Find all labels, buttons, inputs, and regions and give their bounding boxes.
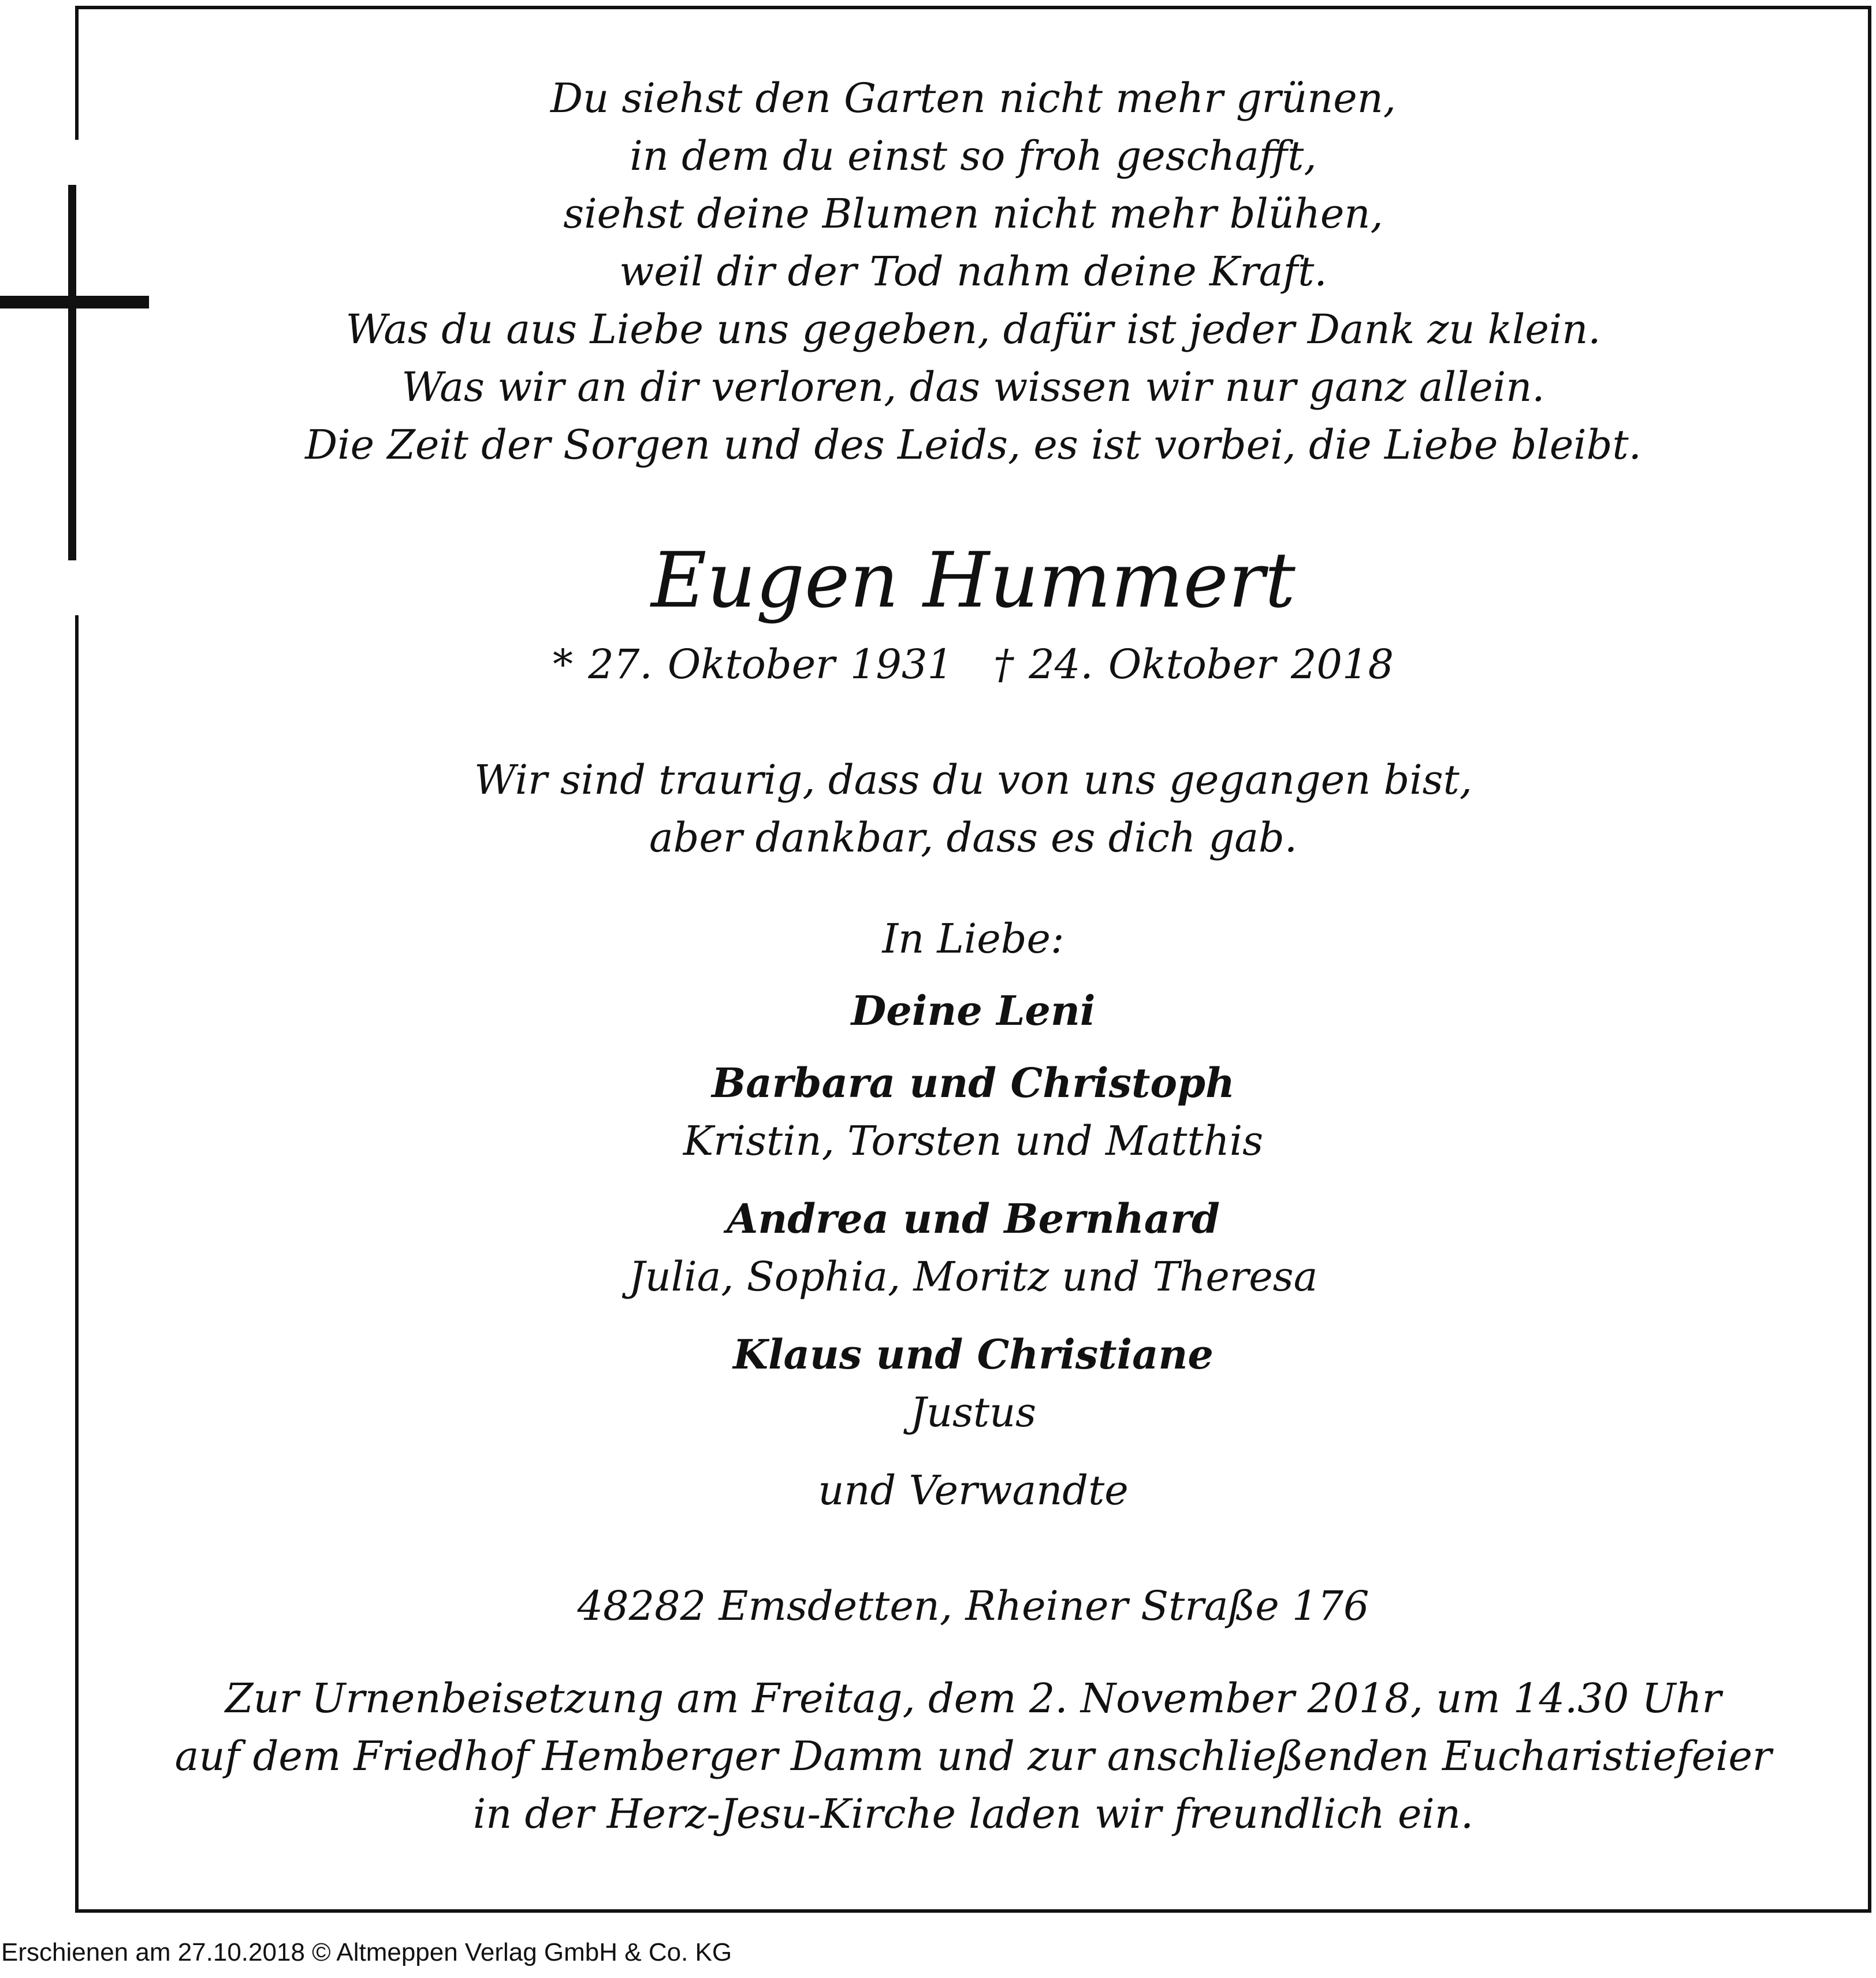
group-children: Kristin, Torsten und Matthis: [683, 1117, 1264, 1165]
in-liebe-label: In Liebe:: [882, 915, 1064, 962]
notice-line: auf dem Friedhof Hemberger Damm und zur anschließenden Eucharistiefeier: [174, 1732, 1772, 1780]
group-parents: Barbara und Christoph: [712, 1059, 1235, 1107]
notice-line: in der Herz-Jesu-Kirche laden wir freundlich ein.: [472, 1790, 1474, 1838]
frame-left-border-upper: [75, 6, 79, 140]
death-date: † 24. Oktober 2018: [993, 641, 1394, 688]
mourning-line: aber dankbar, dass es dich gab.: [649, 814, 1298, 861]
family-group-2: [92, 1190, 1854, 1306]
mourning-line: Wir sind traurig, dass du von uns gegangen bist,: [474, 756, 1472, 804]
group-parents: Andrea und Bernhard: [727, 1195, 1220, 1243]
family-group-3: [92, 1326, 1854, 1441]
poem: [92, 69, 1854, 474]
funeral-notice: [92, 1670, 1854, 1843]
relatives-line: und Verwandte: [818, 1467, 1129, 1514]
poem-line: weil dir der Tod nahm deine Kraft.: [619, 248, 1327, 295]
family-spouse: [92, 982, 1854, 1040]
poem-line: Was du aus Liebe uns gegeben, dafür ist jeder Dank zu klein.: [345, 306, 1601, 353]
frame-top-border: [75, 6, 1871, 9]
deceased-name: Eugen Hummert: [651, 536, 1296, 625]
group-parents: Klaus und Christiane: [733, 1330, 1214, 1378]
publication-footer: Erschienen am 27.10.2018 © Altmeppen Verlag GmbH & Co. KG: [1, 1938, 732, 1966]
address: 48282 Emsdetten, Rheiner Straße 176: [577, 1582, 1369, 1630]
frame-right-border: [1868, 6, 1871, 1913]
poem-line: Die Zeit der Sorgen und des Leids, es ist vorbei, die Liebe bleibt.: [305, 421, 1642, 469]
spouse-name: Deine Leni: [851, 987, 1096, 1035]
poem-line: siehst deine Blumen nicht mehr blühen,: [563, 190, 1383, 237]
life-dates: [92, 635, 1854, 693]
frame-bottom-border: [75, 1909, 1871, 1913]
family-group-1: [92, 1054, 1854, 1170]
poem-line: in dem du einst so froh geschafft,: [630, 132, 1317, 180]
poem-line: Du siehst den Garten nicht mehr grünen,: [550, 75, 1397, 122]
notice-line: Zur Urnenbeisetzung am Freitag, dem 2. November 2018, um 14.30 Uhr: [225, 1675, 1722, 1722]
frame-left-border-lower: [75, 615, 79, 1913]
group-children: Justus: [910, 1389, 1037, 1436]
group-children: Julia, Sophia, Moritz und Theresa: [628, 1253, 1318, 1300]
poem-line: Was wir an dir verloren, das wissen wir nur ganz allein.: [401, 363, 1545, 411]
mourning-text: [92, 751, 1854, 867]
birth-date: * 27. Oktober 1931: [553, 641, 953, 688]
